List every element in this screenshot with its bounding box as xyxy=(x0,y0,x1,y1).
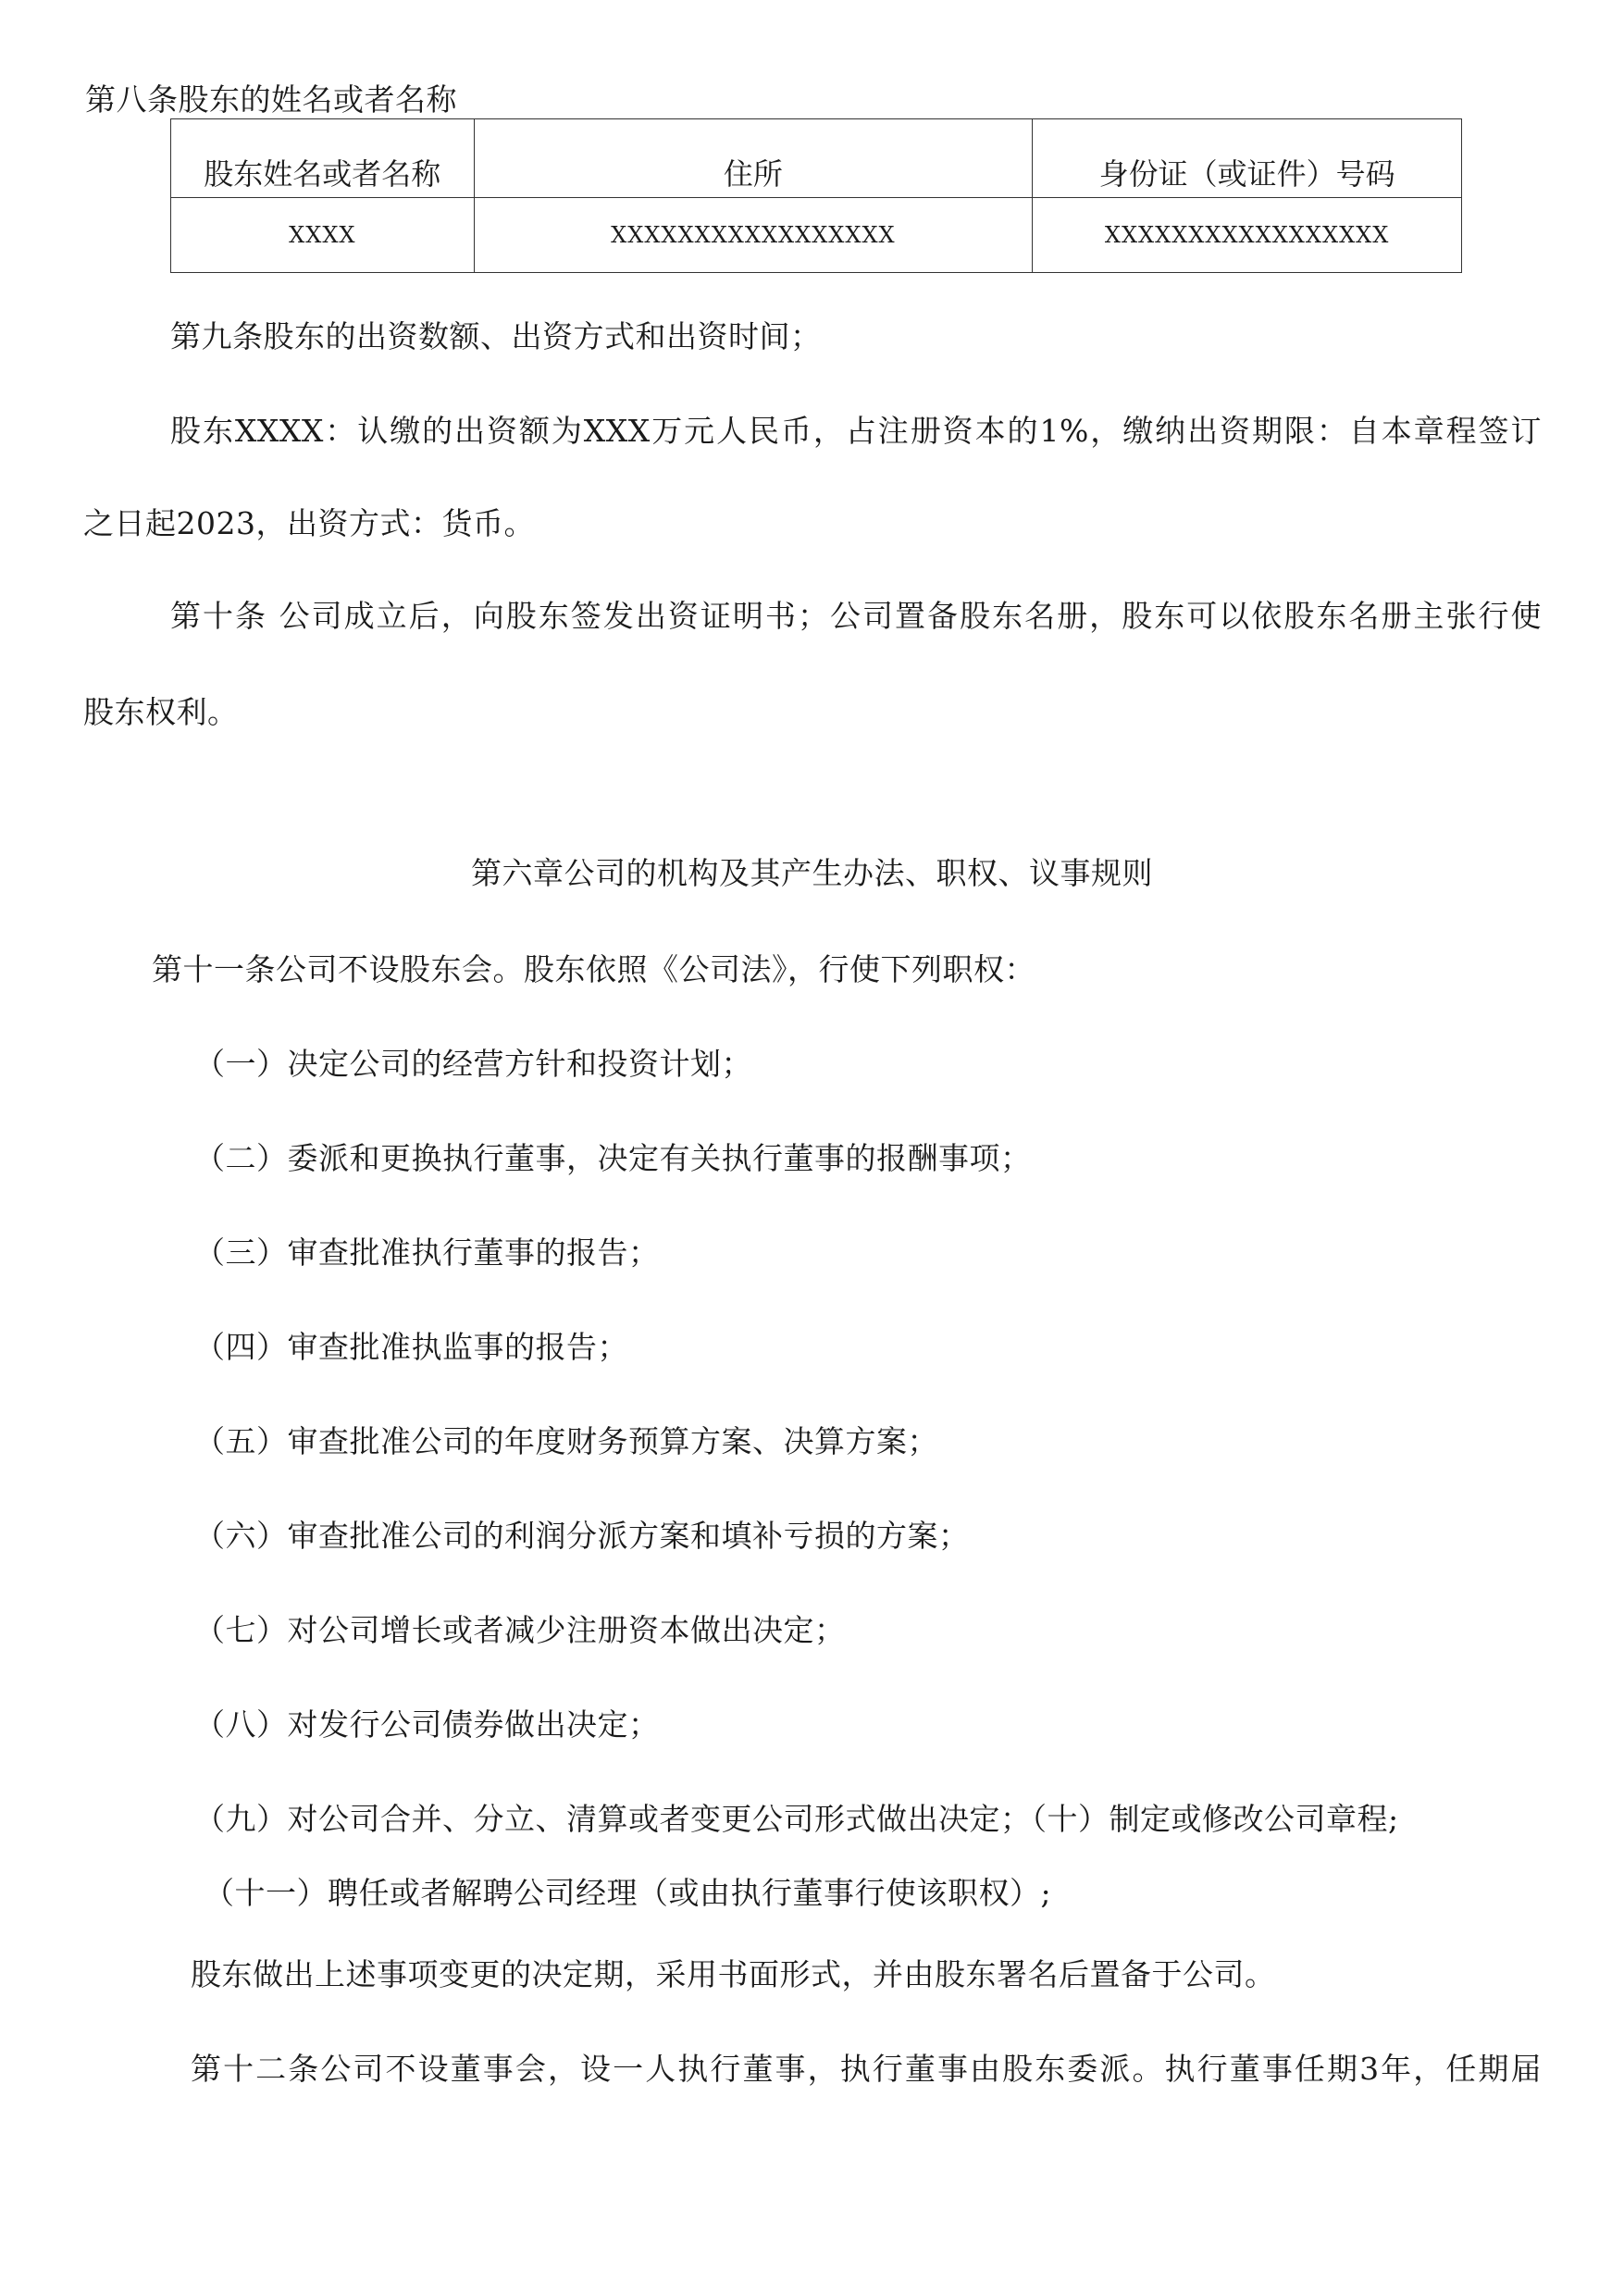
article-11-item-6: （六）审查批准公司的利润分派方案和填补亏损的方案； xyxy=(194,1518,970,1554)
article-9-title: 第九条股东的出资数额、出资方式和出资时间； xyxy=(170,318,822,354)
article-11-item-9-10: （九）对公司合并、分立、清算或者变更公司形式做出决定；（十）制定或修改公司章程; xyxy=(194,1801,1399,1837)
article-11-item-8: （八）对发行公司债券做出决定； xyxy=(194,1706,660,1743)
article-11-item-5: （五）审查批准公司的年度财务预算方案、决算方案； xyxy=(194,1423,938,1459)
article-11-item-2: （二）委派和更换执行董事，决定有关执行董事的报酬事项； xyxy=(194,1140,1032,1176)
article-11-closing: 股东做出上述事项变更的决定期，采用书面形式，并由股东署名后置备于公司。 xyxy=(191,1956,1276,1992)
article-11-item-11: （十一）聘任或者解聘公司经理（或由执行董事行使该职权）; xyxy=(204,1875,1052,1911)
cell-name: XXXX xyxy=(171,198,475,273)
article-11-item-4: （四）审查批准执监事的报告； xyxy=(194,1329,628,1365)
header-name: 股东姓名或者名称 xyxy=(171,119,475,198)
article-11-intro: 第十一条公司不设股东会。股东依照《公司法》，行使下列职权： xyxy=(152,951,1035,987)
cell-address: XXXXXXXXXXXXXXXXX xyxy=(474,198,1033,273)
article-11-item-7: （七）对公司增长或者减少注册资本做出决定； xyxy=(194,1612,846,1648)
shareholder-table xyxy=(170,118,1462,273)
chapter-6-title: 第六章公司的机构及其产生办法、职权、议事规则 xyxy=(471,855,1153,891)
header-address: 住所 xyxy=(474,119,1033,198)
article-12-line-1: 第十二条公司不设董事会，设一人执行董事，执行董事由股东委派。执行董事任期3年，任期届 xyxy=(191,2051,1542,2087)
header-id-number: 身份证（或证件）号码 xyxy=(1033,119,1462,198)
article-10-line-2: 股东权利。 xyxy=(83,694,239,730)
article-9-line-2: 之日起2023，出资方式：货币。 xyxy=(83,505,535,541)
article-11-item-1: （一）决定公司的经营方针和投资计划； xyxy=(194,1046,752,1082)
article-10-line-1: 第十条 公司成立后，向股东签发出资证明书；公司置备股东名册，股东可以依股东名册主张行使 xyxy=(170,598,1542,634)
article-8-title: 第八条股东的姓名或者名称 xyxy=(85,81,457,118)
table-row xyxy=(171,198,1462,273)
cell-id-number: XXXXXXXXXXXXXXXXX xyxy=(1033,198,1462,273)
table-header-row xyxy=(171,119,1462,198)
article-9-line-1: 股东XXXX：认缴的出资额为XXX万元人民币，占注册资本的1%，缴纳出资期限：自本章程签订 xyxy=(170,413,1542,449)
article-11-item-3: （三）审查批准执行董事的报告； xyxy=(194,1234,660,1271)
